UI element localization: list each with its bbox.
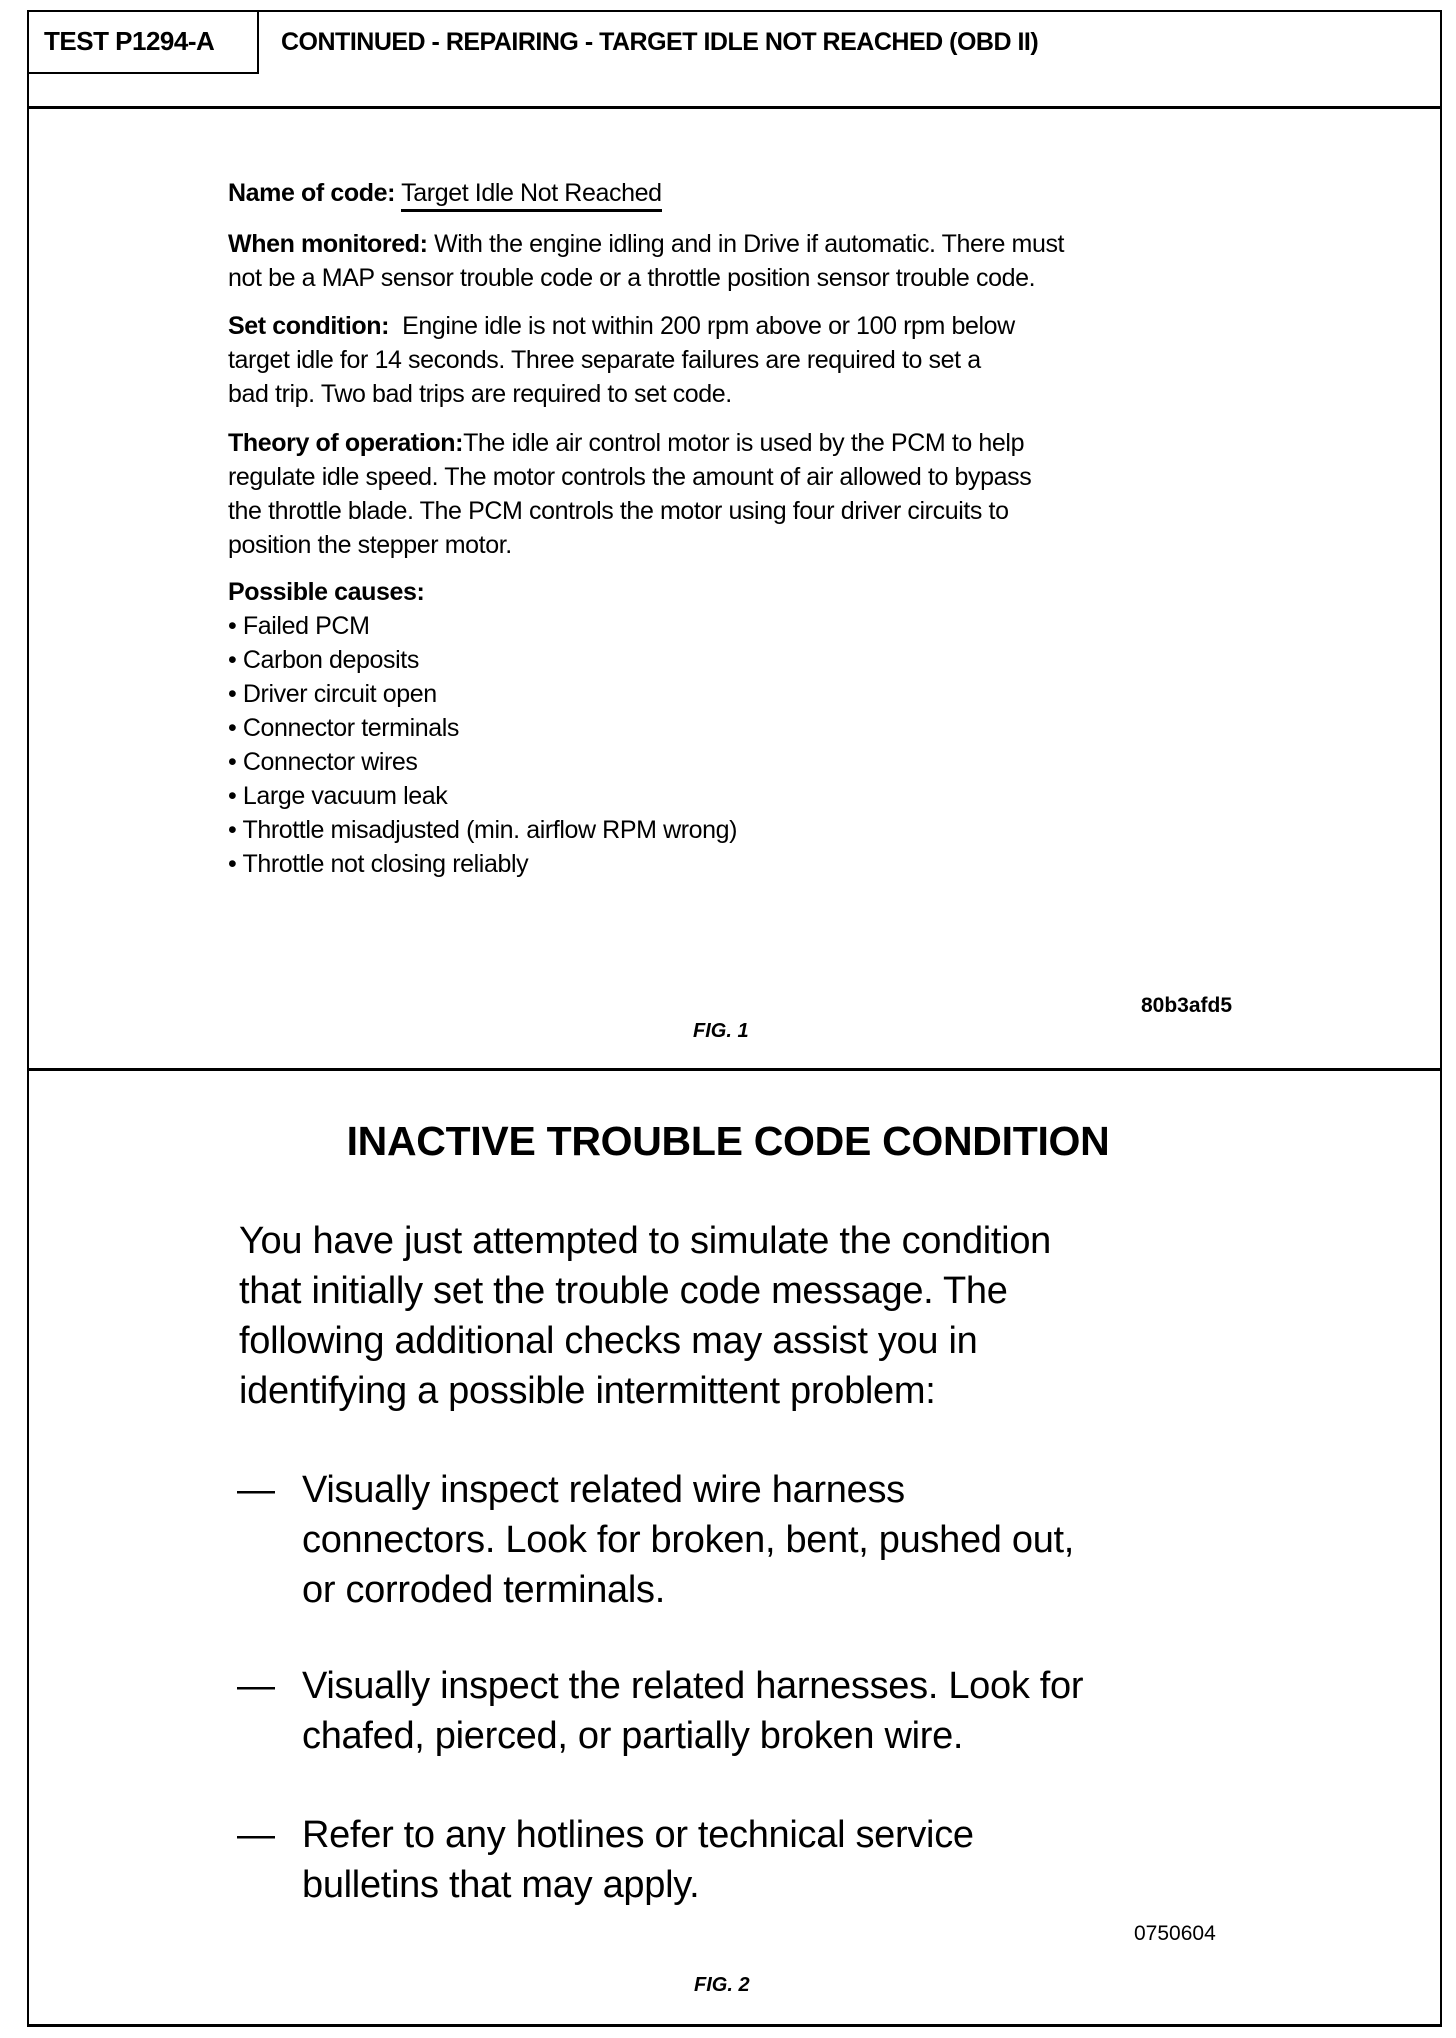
name-value: Target Idle Not Reached: [401, 179, 661, 212]
causes-list: [228, 609, 737, 881]
fig2-image-code: 0750604: [1134, 1922, 1216, 1945]
set-condition: [228, 309, 1015, 411]
list-item: • Carbon deposits: [228, 646, 419, 674]
text-line: The idle air control motor is used by the PCM to help: [463, 429, 1025, 457]
text-line: You have just attempted to simulate the condition: [239, 1220, 1051, 1262]
theory-of-operation: [228, 426, 1031, 562]
header-title: CONTINUED - REPAIRING - TARGET IDLE NOT REACHED (OBD II): [281, 28, 1039, 56]
fig1-image-code: 80b3afd5: [1141, 994, 1233, 1017]
text-line: bulletins that may apply.: [302, 1864, 700, 1906]
theory-label: Theory of operation:: [228, 429, 464, 457]
list-item: • Large vacuum leak: [228, 782, 448, 810]
check-item: [237, 1661, 1083, 1761]
text-line: that initially set the trouble code message. The: [239, 1270, 1008, 1312]
check-item: [237, 1465, 1074, 1615]
text-line: not be a MAP sensor trouble code or a throttle position sensor trouble code.: [228, 264, 1036, 292]
text-line: position the stepper motor.: [228, 531, 512, 559]
text-line: target idle for 14 seconds. Three separate failures are required to set a: [228, 346, 981, 374]
monitored-label: When monitored:: [228, 230, 428, 258]
list-item: • Failed PCM: [228, 612, 370, 640]
when-monitored: [228, 227, 1064, 295]
list-item: • Connector terminals: [228, 714, 460, 742]
test-id: TEST P1294-A: [44, 26, 215, 56]
text-line: chafed, pierced, or partially broken wire.: [302, 1715, 964, 1757]
list-item: • Throttle not closing reliably: [228, 850, 529, 878]
figure-divider: [27, 1068, 1442, 1071]
dash-bullet: —: [237, 1814, 275, 1856]
causes-label: Possible causes:: [228, 578, 425, 606]
header-divider: [27, 106, 1442, 109]
list-item: • Throttle misadjusted (min. airflow RPM wrong): [228, 816, 738, 844]
text-line: regulate idle speed. The motor controls the amount of air allowed to bypass: [228, 463, 1032, 491]
text-line: connectors. Look for broken, bent, pushed out,: [302, 1519, 1075, 1561]
text-line: With the engine idling and in Drive if automatic. There must: [427, 230, 1065, 258]
possible-causes: [228, 575, 737, 881]
name-of-code: [228, 176, 662, 210]
check-item: [237, 1810, 974, 1910]
fig2-intro: [239, 1216, 1051, 1416]
text-line: identifying a possible intermittent problem:: [239, 1370, 936, 1412]
fig2-title: INACTIVE TROUBLE CODE CONDITION: [346, 1118, 1110, 1164]
text-line: Refer to any hotlines or technical service: [302, 1814, 974, 1856]
text-line: Visually inspect related wire harness: [302, 1469, 905, 1511]
text-line: Engine idle is not within 200 rpm above or 100 rpm below: [389, 312, 1015, 340]
text-line: or corroded terminals.: [302, 1569, 665, 1611]
text-line: the throttle blade. The PCM controls the motor using four driver circuits to: [228, 497, 1009, 525]
text-line: bad trip. Two bad trips are required to set code.: [228, 380, 732, 408]
text-line: Visually inspect the related harnesses. Look for: [302, 1665, 1084, 1707]
set-label: Set condition:: [228, 312, 390, 340]
list-item: • Connector wires: [228, 748, 418, 776]
name-label: Name of code:: [228, 179, 396, 207]
dash-bullet: —: [237, 1665, 275, 1707]
text-line: following additional checks may assist you in: [239, 1320, 978, 1362]
fig2-caption: FIG. 2: [694, 1974, 750, 1996]
dash-bullet: —: [237, 1469, 275, 1511]
fig1-caption: FIG. 1: [693, 1020, 749, 1042]
list-item: • Driver circuit open: [228, 680, 437, 708]
